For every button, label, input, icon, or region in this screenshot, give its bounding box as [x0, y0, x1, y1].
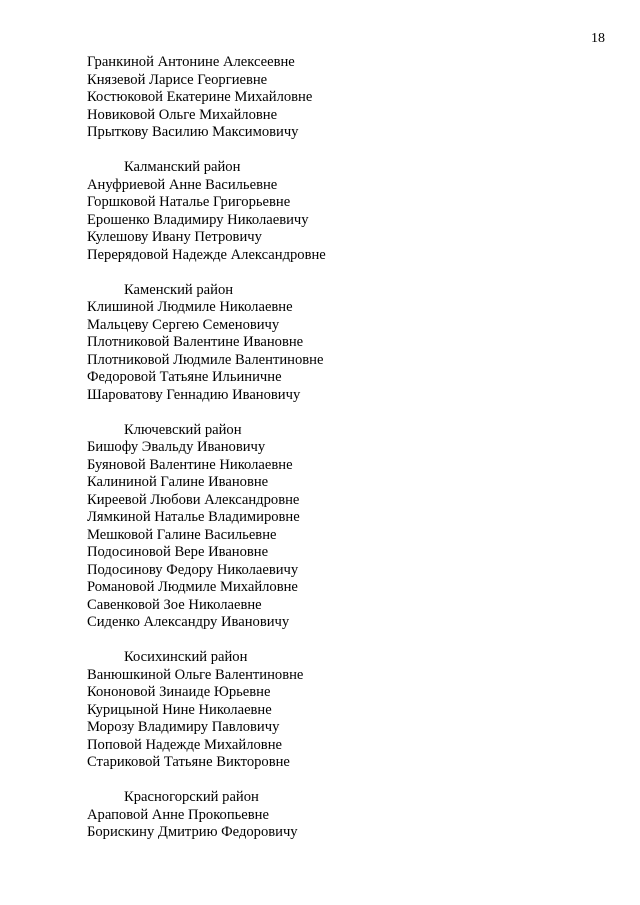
name-line: Кононовой Зинаиде Юрьевне [87, 684, 271, 700]
name-line: Мешковой Галине Васильевне [87, 526, 277, 543]
name-line: Борискину Дмитрию Федоровичу [87, 824, 298, 840]
name-line: Калининой Галине Ивановне [87, 474, 269, 490]
district-heading: Красногорский район [124, 789, 259, 805]
name-line: Ерошенко Владимиру Николаевичу [87, 211, 309, 228]
district-heading: Калманский район [124, 159, 241, 175]
name-line: Бишофу Эвальду Ивановичу [87, 439, 266, 455]
section [87, 649, 607, 772]
name-line: Клишиной Людмиле Николаевне [87, 299, 293, 315]
section [87, 422, 607, 632]
name-line: Шароватову Геннадию Ивановичу [87, 386, 301, 403]
name-line: Киреевой Любови Александровне [87, 491, 300, 508]
name-line: Новиковой Ольге Михайловне [87, 106, 278, 123]
section [87, 54, 607, 142]
name-line: Ванюшкиной Ольге Валентиновне [87, 666, 304, 683]
district-heading: Ключевский район [124, 421, 242, 438]
name-line: Савенковой Зое Николаевне [87, 596, 262, 613]
document-body [87, 54, 607, 859]
name-line: Плотниковой Людмиле Валентиновне [87, 351, 324, 368]
name-line: Гранкиной Антонине Алексеевне [87, 54, 295, 70]
name-line: Подосинову Федору Николаевичу [87, 561, 299, 578]
name-line: Ануфриевой Анне Васильевне [87, 176, 278, 193]
name-line: Кулешову Ивану Петровичу [87, 229, 262, 245]
name-line: Прыткову Василию Максимовичу [87, 124, 299, 140]
name-line: Стариковой Татьяне Викторовне [87, 754, 290, 770]
name-line: Князевой Ларисе Георгиевне [87, 71, 268, 88]
name-line: Мальцеву Сергею Семеновичу [87, 316, 280, 333]
name-line: Плотниковой Валентине Ивановне [87, 334, 304, 350]
name-line: Сиденко Александру Ивановичу [87, 614, 290, 630]
name-line: Горшковой Наталье Григорьевне [87, 194, 291, 210]
name-line: Буяновой Валентине Николаевне [87, 456, 293, 473]
district-heading: Каменский район [124, 281, 234, 298]
name-line: Подосиновой Вере Ивановне [87, 544, 269, 560]
name-line: Курицыной Нине Николаевне [87, 701, 272, 718]
page-number: 18 [591, 31, 605, 46]
section [87, 282, 607, 405]
name-line: Морозу Владимиру Павловичу [87, 719, 280, 735]
section [87, 159, 607, 264]
name-line: Костюковой Екатерине Михайловне [87, 89, 313, 105]
name-line: Романовой Людмиле Михайловне [87, 579, 298, 595]
section [87, 789, 607, 842]
name-line: Перерядовой Надежде Александровне [87, 246, 326, 263]
name-line: Федоровой Татьяне Ильиничне [87, 369, 282, 385]
name-line: Араповой Анне Прокопьевне [87, 806, 269, 823]
name-line: Лямкиной Наталье Владимировне [87, 509, 300, 525]
name-line: Поповой Надежде Михайловне [87, 736, 282, 753]
district-heading: Косихинский район [124, 649, 248, 665]
